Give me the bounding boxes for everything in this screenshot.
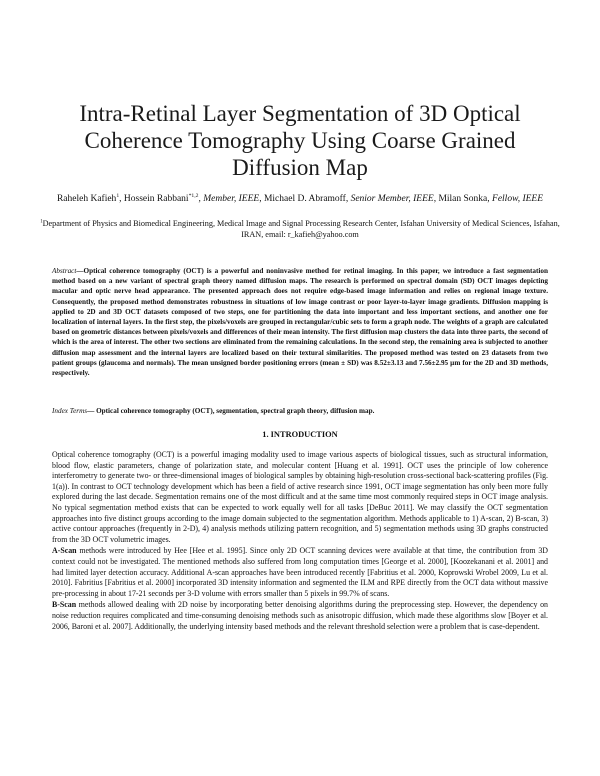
author-1: Raheleh Kafieh	[56, 194, 117, 204]
paragraph-lead: A-Scan	[52, 546, 77, 556]
paragraph	[52, 546, 548, 599]
author-4-role: Fellow, IEEE	[492, 194, 544, 204]
body-text	[52, 450, 548, 633]
abstract-text: —Optical coherence tomography (OCT) is a powerful and noninvasive method for retinal imaging. In this paper, we introduce a fast segmentation method based on a new variant of spectral graph theory named diffusion maps. The research is performed on spectral domain (SD) OCT images depicting macular and optic nerve head appearance. The presented approach does not require edge-based image information and relies on regional image texture. Consequently, the proposed method demonstrates robustness in situations of low image contrast or poor layer-to-layer image gradients. Diffusion mapping is applied to 2D and 3D OCT datasets composed of two steps, one for partitioning the data into important and less important sections, and another one for localization of internal layers. In the first step, the pixels/voxels are grouped in rectangular/cubic sets to form a graph node. The weights of a graph are calculated based on geometric distances between pixels/voxels and differences of their mean intensity. The first diffusion map clusters the data into three parts, the second of which is the area of interest. The other two sections are eliminated from the remaining calculations. In the second step, the remaining area is subjected to another diffusion map assessment and the internal layers are localized based on their textural similarities. The proposed method was tested on 23 datasets from two patient groups (glaucoma and normals). The mean unsigned border positioning errors (mean ± SD) was 8.52±3.13 and 7.56±2.95 µm for the 2D and 3D methods, respectively.	[52, 267, 548, 378]
affiliation-sup: 1	[40, 219, 43, 225]
paragraph-lead: B-Scan	[52, 600, 77, 610]
index-terms-text: — Optical coherence tomography (OCT), segmentation, spectral graph theory, diffusion map.	[87, 407, 375, 415]
author-2-sup: *1,2	[188, 192, 199, 199]
affiliation	[40, 218, 560, 240]
paragraph	[52, 600, 548, 632]
paragraph-text: methods were introduced by Hee [Hee et al. 1995]. Since only 2D OCT scanning devices were available at that time, the contribution from 3D context could not be investigated. The mentioned methods also suffered from long computation times [George et al. 2000], [Koozekanani et al. 2001] and had limited layer detection accuracy. Additional A-scan approaches have been introduced recently [Fabritius et al. 2000, Koprowski Wrobel 2009, Lu et al. 2010]. Fabritius [Fabritius et al. 2000] incorporated 3D intensity information and segmented the ILM and RPE directly from the OCT data without massive pre-processing in about 17-21 seconds per 3-D volume with errors smaller than 5 pixels in 99.7% of scans.	[52, 546, 548, 598]
paragraph-text: methods allowed dealing with 2D noise by incorporating better denoising algorithms during the preprocessing step. However, the dependency on noise reduction requires complicated and time-consuming denoising methods such as anisotropic diffusion, which made these algorithms slow [Boyer et al. 2006, Baroni et al. 2007]. Additionally, the underlying intensity based methods and the relevant threshold selection were a problem that is case-dependent.	[52, 600, 548, 631]
author-2-role: , Member, IEEE	[198, 194, 260, 204]
abstract-lead: Abstract	[52, 267, 77, 275]
index-terms-lead: Index Terms	[52, 407, 88, 415]
author-3-role: Senior Member, IEEE	[350, 194, 434, 204]
paper-title: Intra-Retinal Layer Segmentation of 3D Optical Coherence Tomography Using Coarse Grained Diffusion Map	[79, 101, 521, 180]
paragraph: Optical coherence tomography (OCT) is a powerful imaging modality used to image various aspects of biological tissues, such as structural information, blood flow, elastic parameters, change of polarization state, and molecular content [Huang et al. 1991]. OCT uses the principle of low coherence interferometry to generate two- or three-dimensional images of biological samples by obtaining high-resolution cross-sectional back-scattering profiles (Fig. 1(a)). In contrast to OCT technology development which has been a field of active research since 1991, OCT image segmentation has only been more fully explored during the last decade. Segmentation remains one of the most difficult and at the same time most commonly required steps in OCT image analysis. No typical segmentation method exists that can be expected to work equally well for all tasks [DeBuc 2011]. We may classify the OCT segmentation approaches into five distinct groups according to the image domain subjected to the segmentation algorithm. Methods applicable to 1) A-scan, 2) B-scan, 3) active contour approaches (frequently in 2-D), 4) analysis methods utilizing pattern recognition, and 5) segmentation methods using 3D graphs constructed from the 3D OCT volumetric images.	[52, 450, 548, 544]
section-heading: 1. INTRODUCTION	[262, 430, 338, 439]
author-2: , Hossein Rabbani	[119, 194, 189, 204]
author-4: , Milan Sonka,	[433, 194, 493, 204]
abstract	[52, 266, 548, 378]
author-1-sup: 1	[116, 192, 120, 199]
author-list	[40, 193, 560, 205]
index-terms	[52, 406, 548, 416]
affiliation-text: Department of Physics and Biomedical Engineering, Medical Image and Signal Processing Research Center, Isfahan University of Medical Sciences, Isfahan, IRAN, email: r_kafieh@yahoo.com	[42, 219, 560, 239]
author-3: , Michael D. Abramoff,	[259, 194, 351, 204]
